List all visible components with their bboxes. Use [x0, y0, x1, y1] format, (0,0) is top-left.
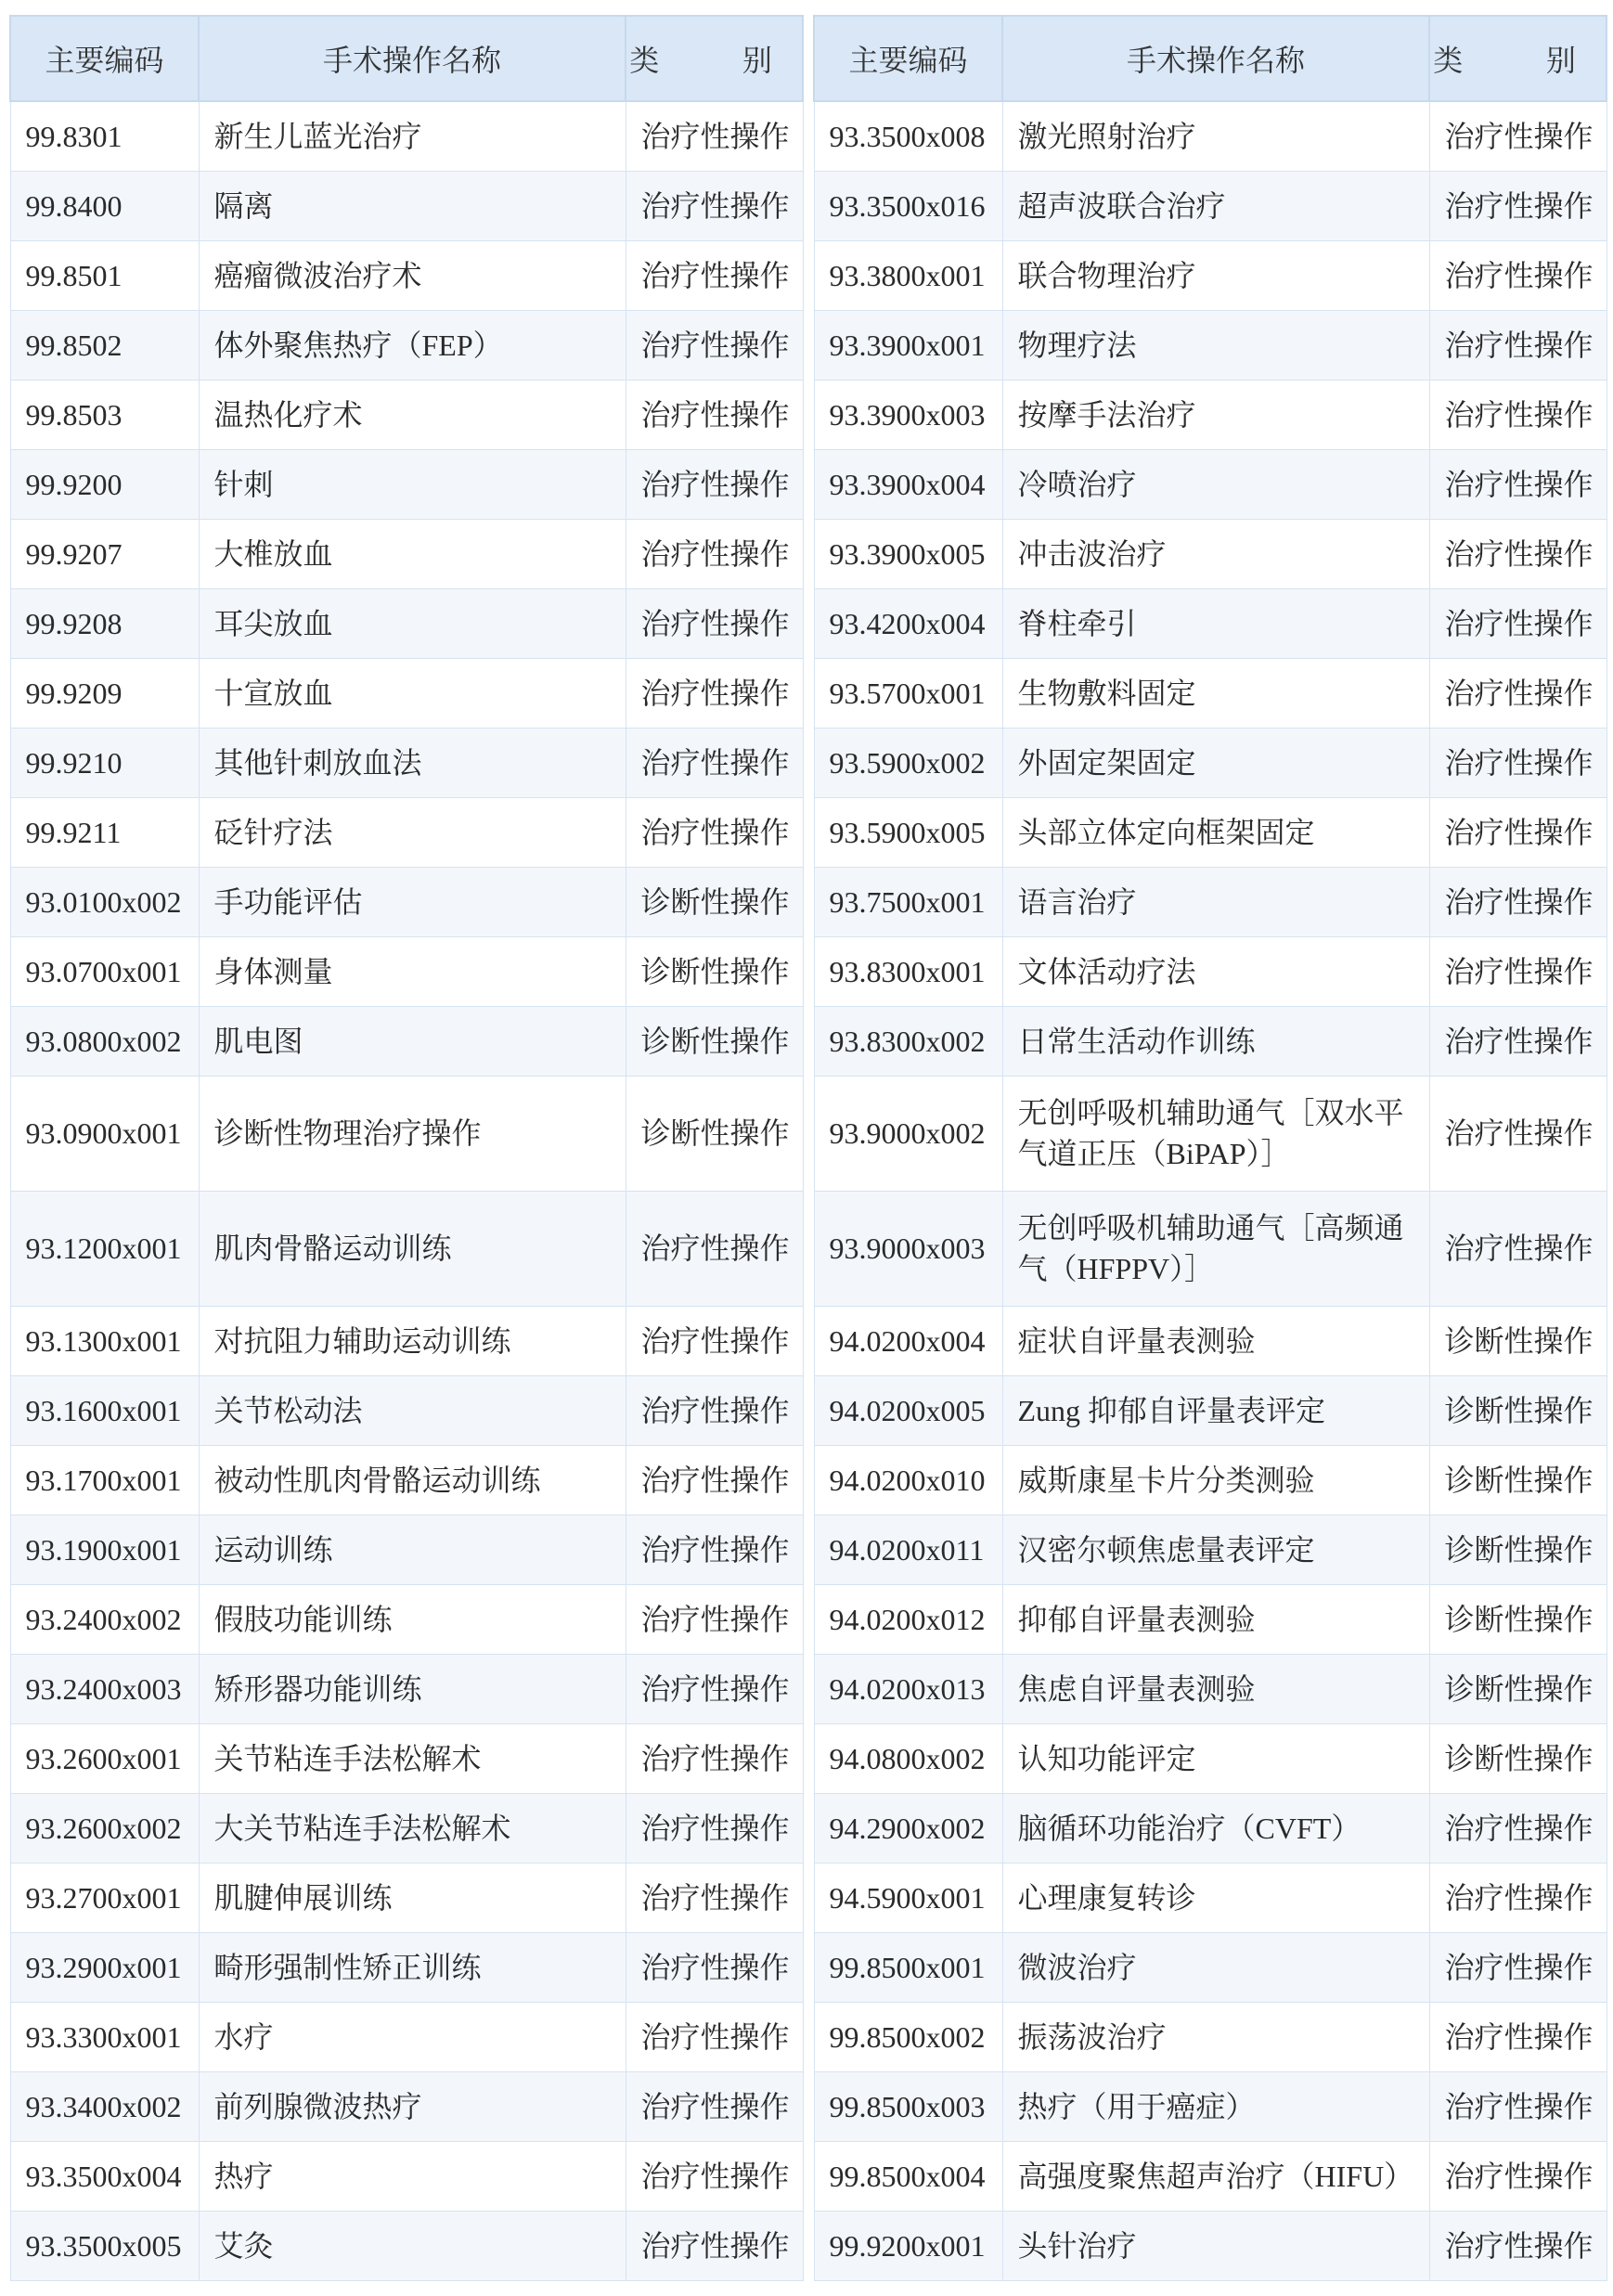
- cell-name: 手功能评估: [199, 867, 626, 936]
- cell-type: 诊断性操作: [626, 1076, 803, 1191]
- header-type: 类 别: [1429, 16, 1607, 101]
- cell-type: 治疗性操作: [1429, 171, 1607, 240]
- cell-code: 99.8501: [10, 240, 199, 310]
- table-row: [814, 797, 1607, 867]
- table-row: [814, 1932, 1607, 2002]
- cell-type: 治疗性操作: [1429, 936, 1607, 1006]
- table-row: [10, 1584, 803, 1654]
- cell-name: 耳尖放血: [199, 588, 626, 658]
- header-code: 主要编码: [814, 16, 1002, 101]
- cell-name: 大关节粘连手法松解术: [199, 1793, 626, 1863]
- table-row: [814, 1006, 1607, 1076]
- table-row: [10, 658, 803, 728]
- cell-name: 被动性肌肉骨骼运动训练: [199, 1445, 626, 1515]
- cell-code: 94.0800x002: [814, 1723, 1002, 1793]
- table-row: [10, 728, 803, 797]
- table-row: [10, 380, 803, 449]
- cell-type: 诊断性操作: [1429, 1584, 1607, 1654]
- cell-type: 治疗性操作: [626, 2002, 803, 2071]
- table-row: [814, 449, 1607, 519]
- cell-type: 治疗性操作: [1429, 1932, 1607, 2002]
- table-row: [814, 240, 1607, 310]
- cell-name: 针刺: [199, 449, 626, 519]
- cell-name: 振荡波治疗: [1002, 2002, 1429, 2071]
- cell-type: 治疗性操作: [1429, 1793, 1607, 1863]
- cell-name: 超声波联合治疗: [1002, 171, 1429, 240]
- cell-code: 93.2400x002: [10, 1584, 199, 1654]
- cell-code: 93.3900x003: [814, 380, 1002, 449]
- cell-code: 93.8300x001: [814, 936, 1002, 1006]
- cell-type: 治疗性操作: [626, 2211, 803, 2280]
- table-row: [814, 1654, 1607, 1723]
- cell-code: 93.1300x001: [10, 1306, 199, 1375]
- table-row: [814, 101, 1607, 171]
- cell-name: 症状自评量表测验: [1002, 1306, 1429, 1375]
- cell-code: 93.5900x002: [814, 728, 1002, 797]
- cell-name: 诊断性物理治疗操作: [199, 1076, 626, 1191]
- cell-code: 93.3800x001: [814, 240, 1002, 310]
- table-row: [814, 1584, 1607, 1654]
- cell-type: 诊断性操作: [1429, 1445, 1607, 1515]
- table-row: [10, 1375, 803, 1445]
- cell-code: 99.8500x004: [814, 2141, 1002, 2211]
- table-row: [10, 449, 803, 519]
- cell-code: 99.8400: [10, 171, 199, 240]
- table-row: [814, 1723, 1607, 1793]
- cell-type: 治疗性操作: [626, 519, 803, 588]
- cell-name: 癌瘤微波治疗术: [199, 240, 626, 310]
- cell-name: 冷喷治疗: [1002, 449, 1429, 519]
- table-row: [814, 588, 1607, 658]
- cell-type: 治疗性操作: [1429, 240, 1607, 310]
- cell-code: 99.8502: [10, 310, 199, 380]
- table-row: [814, 658, 1607, 728]
- table-row: [10, 1191, 803, 1306]
- cell-name: 艾灸: [199, 2211, 626, 2280]
- table-right: [813, 15, 1607, 2281]
- table-row: [10, 1306, 803, 1375]
- cell-code: 93.3900x001: [814, 310, 1002, 380]
- cell-type: 治疗性操作: [626, 1306, 803, 1375]
- cell-code: 99.8500x003: [814, 2071, 1002, 2141]
- table-body-left: [10, 101, 803, 2280]
- cell-type: 治疗性操作: [1429, 449, 1607, 519]
- cell-name: 心理康复转诊: [1002, 1863, 1429, 1932]
- table-body-right: [814, 101, 1607, 2280]
- cell-name: 肌肉骨骼运动训练: [199, 1191, 626, 1306]
- cell-name: 隔离: [199, 171, 626, 240]
- cell-name: 砭针疗法: [199, 797, 626, 867]
- cell-type: 治疗性操作: [626, 171, 803, 240]
- cell-type: 诊断性操作: [1429, 1723, 1607, 1793]
- cell-type: 诊断性操作: [1429, 1375, 1607, 1445]
- table-row: [10, 1076, 803, 1191]
- table-row: [814, 380, 1607, 449]
- cell-code: 93.5900x005: [814, 797, 1002, 867]
- cell-name: 焦虑自评量表测验: [1002, 1654, 1429, 1723]
- table-row: [814, 1076, 1607, 1191]
- header-name: 手术操作名称: [199, 16, 626, 101]
- cell-name: 其他针刺放血法: [199, 728, 626, 797]
- cell-code: 93.8300x002: [814, 1006, 1002, 1076]
- table-row: [10, 2071, 803, 2141]
- table-row: [814, 1793, 1607, 1863]
- cell-name: 头针治疗: [1002, 2211, 1429, 2280]
- cell-type: 治疗性操作: [1429, 1191, 1607, 1306]
- cell-name: 新生儿蓝光治疗: [199, 101, 626, 171]
- cell-type: 诊断性操作: [1429, 1515, 1607, 1584]
- cell-type: 治疗性操作: [626, 1584, 803, 1654]
- cell-code: 93.0700x001: [10, 936, 199, 1006]
- cell-name: 前列腺微波热疗: [199, 2071, 626, 2141]
- cell-type: 治疗性操作: [626, 2071, 803, 2141]
- cell-code: 99.9209: [10, 658, 199, 728]
- cell-name: 外固定架固定: [1002, 728, 1429, 797]
- table-row: [814, 1515, 1607, 1584]
- cell-code: 94.0200x013: [814, 1654, 1002, 1723]
- table-row: [814, 1445, 1607, 1515]
- cell-code: 94.0200x004: [814, 1306, 1002, 1375]
- cell-code: 93.3300x001: [10, 2002, 199, 2071]
- cell-name: Zung 抑郁自评量表评定: [1002, 1375, 1429, 1445]
- cell-type: 治疗性操作: [626, 240, 803, 310]
- cell-type: 治疗性操作: [626, 1863, 803, 1932]
- cell-type: 治疗性操作: [626, 1654, 803, 1723]
- table-row: [10, 1932, 803, 2002]
- cell-code: 93.0100x002: [10, 867, 199, 936]
- cell-code: 93.9000x002: [814, 1076, 1002, 1191]
- header-type: 类 别: [626, 16, 803, 101]
- cell-name: 矫形器功能训练: [199, 1654, 626, 1723]
- table-row: [10, 588, 803, 658]
- cell-type: 治疗性操作: [626, 1191, 803, 1306]
- cell-code: 93.5700x001: [814, 658, 1002, 728]
- cell-type: 诊断性操作: [626, 936, 803, 1006]
- header-code: 主要编码: [10, 16, 199, 101]
- cell-code: 93.2600x001: [10, 1723, 199, 1793]
- cell-type: 治疗性操作: [626, 1723, 803, 1793]
- cell-name: 认知功能评定: [1002, 1723, 1429, 1793]
- table-row: [10, 2141, 803, 2211]
- table-row: [814, 1375, 1607, 1445]
- cell-type: 治疗性操作: [1429, 2071, 1607, 2141]
- cell-code: 99.9200x001: [814, 2211, 1002, 2280]
- cell-code: 93.7500x001: [814, 867, 1002, 936]
- cell-name: 身体测量: [199, 936, 626, 1006]
- cell-type: 治疗性操作: [1429, 519, 1607, 588]
- table-row: [814, 2071, 1607, 2141]
- cell-name: 生物敷料固定: [1002, 658, 1429, 728]
- cell-code: 94.0200x011: [814, 1515, 1002, 1584]
- cell-code: 93.2900x001: [10, 1932, 199, 2002]
- procedure-code-table: [9, 15, 1604, 2281]
- cell-name: 文体活动疗法: [1002, 936, 1429, 1006]
- table-row: [10, 2002, 803, 2071]
- cell-name: 微波治疗: [1002, 1932, 1429, 2002]
- cell-name: 运动训练: [199, 1515, 626, 1584]
- cell-code: 93.3500x004: [10, 2141, 199, 2211]
- cell-name: 对抗阻力辅助运动训练: [199, 1306, 626, 1375]
- cell-code: 94.0200x005: [814, 1375, 1002, 1445]
- cell-name: 汉密尔顿焦虑量表评定: [1002, 1515, 1429, 1584]
- cell-type: 治疗性操作: [1429, 1006, 1607, 1076]
- table-row: [10, 1793, 803, 1863]
- cell-code: 93.2700x001: [10, 1863, 199, 1932]
- cell-name: 肌腱伸展训练: [199, 1863, 626, 1932]
- table-row: [814, 519, 1607, 588]
- cell-type: 治疗性操作: [626, 1793, 803, 1863]
- table-row: [814, 2211, 1607, 2280]
- cell-type: 治疗性操作: [626, 797, 803, 867]
- cell-type: 治疗性操作: [1429, 1863, 1607, 1932]
- table-row: [10, 797, 803, 867]
- cell-code: 94.0200x012: [814, 1584, 1002, 1654]
- cell-name: 热疗: [199, 2141, 626, 2211]
- table-row: [10, 2211, 803, 2280]
- cell-name: 按摩手法治疗: [1002, 380, 1429, 449]
- table-row: [10, 1863, 803, 1932]
- cell-type: 治疗性操作: [1429, 797, 1607, 867]
- cell-name: 肌电图: [199, 1006, 626, 1076]
- cell-code: 93.1600x001: [10, 1375, 199, 1445]
- cell-code: 99.8500x001: [814, 1932, 1002, 2002]
- cell-name: 假肢功能训练: [199, 1584, 626, 1654]
- table-row: [10, 867, 803, 936]
- cell-code: 93.1700x001: [10, 1445, 199, 1515]
- cell-name: 威斯康星卡片分类测验: [1002, 1445, 1429, 1515]
- table-row: [10, 101, 803, 171]
- cell-name: 水疗: [199, 2002, 626, 2071]
- cell-type: 治疗性操作: [626, 1375, 803, 1445]
- cell-name: 十宣放血: [199, 658, 626, 728]
- cell-code: 94.2900x002: [814, 1793, 1002, 1863]
- table-row: [814, 936, 1607, 1006]
- table-row: [10, 1515, 803, 1584]
- cell-name: 物理疗法: [1002, 310, 1429, 380]
- cell-type: 治疗性操作: [1429, 1076, 1607, 1191]
- header-row: [10, 16, 803, 101]
- cell-code: 93.3400x002: [10, 2071, 199, 2141]
- table-row: [10, 171, 803, 240]
- cell-name: 冲击波治疗: [1002, 519, 1429, 588]
- cell-code: 94.0200x010: [814, 1445, 1002, 1515]
- cell-type: 诊断性操作: [1429, 1654, 1607, 1723]
- cell-name: 无创呼吸机辅助通气［双水平气道正压（BiPAP）］: [1002, 1076, 1429, 1191]
- cell-code: 93.3500x008: [814, 101, 1002, 171]
- cell-code: 93.9000x003: [814, 1191, 1002, 1306]
- cell-type: 治疗性操作: [1429, 728, 1607, 797]
- cell-name: 脊柱牵引: [1002, 588, 1429, 658]
- table-row: [814, 728, 1607, 797]
- cell-code: 99.8503: [10, 380, 199, 449]
- table-row: [10, 1654, 803, 1723]
- cell-code: 99.9200: [10, 449, 199, 519]
- cell-type: 治疗性操作: [1429, 588, 1607, 658]
- cell-name: 温热化疗术: [199, 380, 626, 449]
- table-row: [814, 1863, 1607, 1932]
- cell-code: 99.8301: [10, 101, 199, 171]
- cell-code: 93.2600x002: [10, 1793, 199, 1863]
- table-row: [10, 240, 803, 310]
- table-row: [10, 310, 803, 380]
- cell-code: 93.3900x005: [814, 519, 1002, 588]
- cell-code: 93.3900x004: [814, 449, 1002, 519]
- cell-code: 99.9211: [10, 797, 199, 867]
- cell-type: 诊断性操作: [626, 1006, 803, 1076]
- cell-type: 诊断性操作: [626, 867, 803, 936]
- cell-code: 93.0800x002: [10, 1006, 199, 1076]
- cell-type: 治疗性操作: [1429, 380, 1607, 449]
- cell-type: 治疗性操作: [626, 588, 803, 658]
- cell-type: 治疗性操作: [1429, 310, 1607, 380]
- cell-type: 治疗性操作: [626, 380, 803, 449]
- table-row: [10, 519, 803, 588]
- cell-type: 治疗性操作: [626, 449, 803, 519]
- cell-code: 99.9207: [10, 519, 199, 588]
- table-row: [814, 2002, 1607, 2071]
- cell-code: 99.9210: [10, 728, 199, 797]
- cell-type: 治疗性操作: [626, 728, 803, 797]
- cell-type: 治疗性操作: [626, 310, 803, 380]
- table-row: [814, 1306, 1607, 1375]
- cell-name: 抑郁自评量表测验: [1002, 1584, 1429, 1654]
- cell-code: 93.0900x001: [10, 1076, 199, 1191]
- cell-name: 高强度聚焦超声治疗（HIFU）: [1002, 2141, 1429, 2211]
- cell-type: 治疗性操作: [626, 1445, 803, 1515]
- cell-name: 脑循环功能治疗（CVFT）: [1002, 1793, 1429, 1863]
- table-row: [10, 1445, 803, 1515]
- cell-type: 治疗性操作: [626, 2141, 803, 2211]
- table-left: [9, 15, 804, 2281]
- cell-type: 治疗性操作: [1429, 2141, 1607, 2211]
- table-row: [10, 936, 803, 1006]
- cell-code: 93.1200x001: [10, 1191, 199, 1306]
- cell-code: 93.1900x001: [10, 1515, 199, 1584]
- table-row: [814, 2141, 1607, 2211]
- cell-type: 治疗性操作: [626, 1515, 803, 1584]
- cell-code: 94.5900x001: [814, 1863, 1002, 1932]
- table-row: [814, 310, 1607, 380]
- table-row: [814, 171, 1607, 240]
- table-row: [10, 1006, 803, 1076]
- cell-name: 关节粘连手法松解术: [199, 1723, 626, 1793]
- cell-type: 治疗性操作: [1429, 658, 1607, 728]
- cell-type: 治疗性操作: [626, 101, 803, 171]
- cell-type: 治疗性操作: [1429, 101, 1607, 171]
- cell-name: 语言治疗: [1002, 867, 1429, 936]
- cell-code: 93.3500x016: [814, 171, 1002, 240]
- cell-name: 无创呼吸机辅助通气［高频通气（HFPPV）］: [1002, 1191, 1429, 1306]
- cell-type: 治疗性操作: [626, 1932, 803, 2002]
- cell-code: 93.3500x005: [10, 2211, 199, 2280]
- cell-name: 关节松动法: [199, 1375, 626, 1445]
- cell-name: 头部立体定向框架固定: [1002, 797, 1429, 867]
- cell-type: 治疗性操作: [1429, 2211, 1607, 2280]
- table-row: [814, 1191, 1607, 1306]
- cell-code: 93.4200x004: [814, 588, 1002, 658]
- cell-code: 99.9208: [10, 588, 199, 658]
- cell-type: 诊断性操作: [1429, 1306, 1607, 1375]
- cell-name: 热疗（用于癌症）: [1002, 2071, 1429, 2141]
- cell-code: 99.8500x002: [814, 2002, 1002, 2071]
- cell-name: 畸形强制性矫正训练: [199, 1932, 626, 2002]
- cell-type: 治疗性操作: [626, 658, 803, 728]
- header-name: 手术操作名称: [1002, 16, 1429, 101]
- cell-type: 治疗性操作: [1429, 2002, 1607, 2071]
- table-row: [10, 1723, 803, 1793]
- cell-name: 激光照射治疗: [1002, 101, 1429, 171]
- cell-name: 体外聚焦热疗（FEP）: [199, 310, 626, 380]
- cell-code: 93.2400x003: [10, 1654, 199, 1723]
- cell-name: 联合物理治疗: [1002, 240, 1429, 310]
- cell-name: 大椎放血: [199, 519, 626, 588]
- cell-name: 日常生活动作训练: [1002, 1006, 1429, 1076]
- table-row: [814, 867, 1607, 936]
- cell-type: 治疗性操作: [1429, 867, 1607, 936]
- header-row: [814, 16, 1607, 101]
